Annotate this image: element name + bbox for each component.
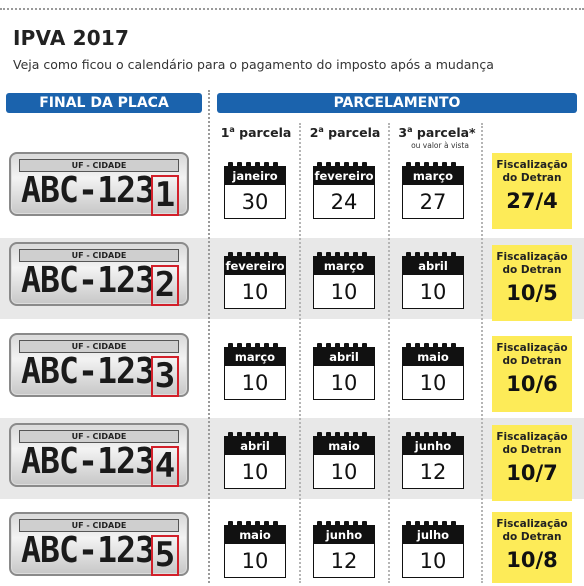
fiscalizacao-date: 10/6	[506, 372, 558, 396]
calendar-month: março	[224, 347, 286, 368]
calendar-icon	[402, 343, 464, 401]
fiscalizacao-box	[492, 245, 572, 321]
column-header-1: 1$^a$ parcela	[220, 125, 292, 141]
calendar-icon	[402, 252, 464, 310]
calendar-day: 12	[402, 455, 464, 489]
calendar-icon	[313, 521, 375, 579]
fiscalizacao-label: Fiscalização do Detran	[496, 518, 568, 543]
calendar-icon	[224, 432, 286, 490]
license-plate-2	[9, 242, 189, 306]
column-divider-4	[481, 123, 483, 583]
calendar-month: maio	[313, 436, 375, 457]
plate-final-digit: 5	[151, 535, 179, 576]
calendar-icon	[224, 343, 286, 401]
plate-number: ABC-123	[21, 260, 155, 301]
top-divider	[0, 8, 584, 10]
plate-uf-label: UF - CIDADE	[19, 249, 179, 262]
fiscalizacao-date: 10/7	[506, 461, 558, 485]
fiscalizacao-label: Fiscalização do Detran	[496, 159, 568, 184]
calendar-day: 10	[402, 544, 464, 578]
plate-number: ABC-123	[21, 441, 155, 482]
calendar-day: 10	[402, 366, 464, 400]
plate-number: ABC-123	[21, 351, 155, 392]
calendar-day: 12	[313, 544, 375, 578]
calendar-month: março	[402, 166, 464, 187]
fiscalizacao-box	[492, 425, 572, 501]
license-plate-5	[9, 512, 189, 576]
calendar-day: 10	[313, 366, 375, 400]
calendar-icon	[224, 162, 286, 220]
calendar-icon	[402, 521, 464, 579]
calendar-icon	[224, 521, 286, 579]
plate-final-digit: 4	[151, 446, 179, 487]
calendar-month: abril	[313, 347, 375, 368]
calendar-icon	[313, 252, 375, 310]
fiscalizacao-label: Fiscalização do Detran	[496, 342, 568, 367]
fiscalizacao-label: Fiscalização do Detran	[496, 431, 568, 456]
column-header-2: 2$^a$ parcela	[309, 125, 381, 141]
calendar-day: 10	[224, 275, 286, 309]
plate-uf-label: UF - CIDADE	[19, 159, 179, 172]
plate-uf-label: UF - CIDADE	[19, 519, 179, 532]
plate-uf-label: UF - CIDADE	[19, 430, 179, 443]
calendar-day: 10	[224, 455, 286, 489]
plate-final-digit: 3	[151, 356, 179, 397]
page-subtitle: Veja como ficou o calendário para o pagamento do imposto após a mudança	[13, 57, 494, 72]
calendar-day: 27	[402, 185, 464, 219]
calendar-day: 10	[402, 275, 464, 309]
calendar-month: abril	[224, 436, 286, 457]
calendar-icon	[313, 343, 375, 401]
calendar-month: janeiro	[224, 166, 286, 187]
calendar-day: 10	[224, 544, 286, 578]
calendar-month: junho	[313, 525, 375, 546]
final-placa-header: FINAL DA PLACA	[6, 93, 202, 113]
calendar-day: 10	[313, 455, 375, 489]
calendar-icon	[402, 432, 464, 490]
fiscalizacao-date: 27/4	[506, 189, 558, 213]
fiscalizacao-date: 10/5	[506, 281, 558, 305]
column-divider-3	[388, 123, 390, 583]
plate-final-digit: 1	[151, 175, 179, 216]
license-plate-4	[9, 423, 189, 487]
parcelamento-header: PARCELAMENTO	[217, 93, 577, 113]
fiscalizacao-box	[492, 336, 572, 412]
fiscalizacao-date: 10/8	[506, 548, 558, 572]
column-header-3-note: ou valor à vista	[411, 141, 469, 150]
plate-number: ABC-123	[21, 530, 155, 571]
license-plate-3	[9, 333, 189, 397]
fiscalizacao-box	[492, 153, 572, 229]
calendar-month: fevereiro	[313, 166, 375, 187]
calendar-day: 10	[313, 275, 375, 309]
calendar-month: março	[313, 256, 375, 277]
calendar-day: 30	[224, 185, 286, 219]
calendar-day: 24	[313, 185, 375, 219]
calendar-month: maio	[224, 525, 286, 546]
calendar-icon	[313, 432, 375, 490]
calendar-month: abril	[402, 256, 464, 277]
calendar-icon	[402, 162, 464, 220]
fiscalizacao-box	[492, 512, 572, 583]
plate-number: ABC-123	[21, 170, 155, 211]
calendar-month: julho	[402, 525, 464, 546]
calendar-icon	[224, 252, 286, 310]
calendar-month: fevereiro	[224, 256, 286, 277]
calendar-month: maio	[402, 347, 464, 368]
plate-uf-label: UF - CIDADE	[19, 340, 179, 353]
plate-final-digit: 2	[151, 265, 179, 306]
page-title: IPVA 2017	[13, 26, 130, 50]
license-plate-1	[9, 152, 189, 216]
calendar-month: junho	[402, 436, 464, 457]
column-divider	[208, 90, 210, 583]
fiscalizacao-label: Fiscalização do Detran	[496, 251, 568, 276]
column-divider-2	[299, 123, 301, 583]
calendar-day: 10	[224, 366, 286, 400]
calendar-icon	[313, 162, 375, 220]
column-header-3: 3$^a$ parcela*	[398, 125, 476, 141]
